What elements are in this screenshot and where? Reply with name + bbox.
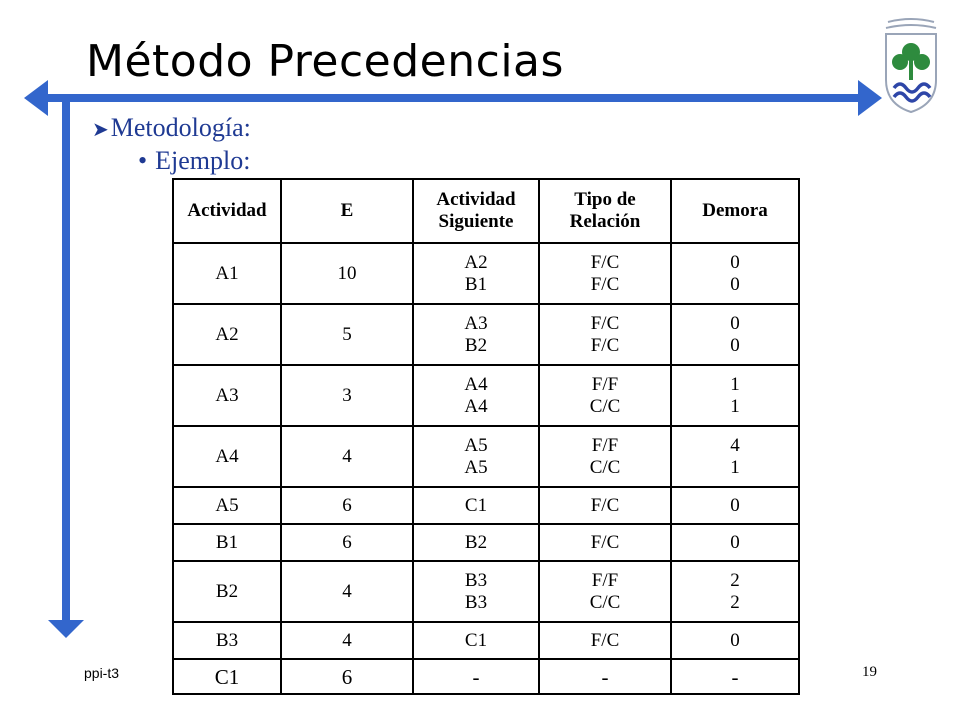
- right-arrow-icon: [858, 80, 882, 116]
- dot-bullet-icon: •: [138, 146, 148, 175]
- cell-demora: 0 0: [671, 304, 799, 365]
- cell-demora: 0: [671, 524, 799, 561]
- cell-demora: 0 0: [671, 243, 799, 304]
- cell-tipo-relacion: F/F C/C: [539, 426, 671, 487]
- cell-e: 3: [281, 365, 413, 426]
- cell-actividad: A3: [173, 365, 281, 426]
- cell-actividad-siguiente: B2: [413, 524, 539, 561]
- cell-actividad-siguiente: -: [413, 659, 539, 694]
- slide-title: Método Precedencias: [86, 36, 564, 87]
- cell-demora: 2 2: [671, 561, 799, 622]
- cell-actividad-siguiente: A2 B1: [413, 243, 539, 304]
- precedence-table: [172, 178, 800, 695]
- cell-e: 4: [281, 426, 413, 487]
- cell-actividad: A5: [173, 487, 281, 524]
- cell-e: 6: [281, 487, 413, 524]
- cell-e: 6: [281, 524, 413, 561]
- cell-actividad-siguiente: C1: [413, 622, 539, 659]
- table-row: [173, 622, 799, 659]
- cell-e: 10: [281, 243, 413, 304]
- table-row: [173, 659, 799, 694]
- cell-e: 4: [281, 561, 413, 622]
- header-actividad-siguiente: Actividad Siguiente: [413, 179, 539, 243]
- header-tipo-relacion: Tipo de Relación: [539, 179, 671, 243]
- cell-demora: 4 1: [671, 426, 799, 487]
- cell-demora: 0: [671, 487, 799, 524]
- table-row: [173, 243, 799, 304]
- cell-actividad-siguiente: A4 A4: [413, 365, 539, 426]
- cell-tipo-relacion: F/C: [539, 487, 671, 524]
- bullet-metodologia: [92, 113, 251, 143]
- cell-demora: 0: [671, 622, 799, 659]
- footer-label: ppi-t3: [84, 665, 120, 681]
- table-row: [173, 304, 799, 365]
- cell-actividad: C1: [173, 659, 281, 694]
- bullet-metodologia-label: Metodología:: [110, 113, 251, 142]
- table-row: [173, 561, 799, 622]
- table-header-row: [173, 179, 799, 243]
- cell-actividad-siguiente: A5 A5: [413, 426, 539, 487]
- cell-actividad: B1: [173, 524, 281, 561]
- cell-tipo-relacion: F/C: [539, 622, 671, 659]
- table-row: [173, 426, 799, 487]
- header-demora: Demora: [671, 179, 799, 243]
- header-actividad: Actividad: [173, 179, 281, 243]
- cell-tipo-relacion: -: [539, 659, 671, 694]
- cell-e: 6: [281, 659, 413, 694]
- cell-actividad-siguiente: B3 B3: [413, 561, 539, 622]
- cell-tipo-relacion: F/F C/C: [539, 561, 671, 622]
- bullet-ejemplo: [138, 146, 250, 176]
- table-row: [173, 487, 799, 524]
- cell-tipo-relacion: F/C: [539, 524, 671, 561]
- cell-actividad: A2: [173, 304, 281, 365]
- cell-e: 5: [281, 304, 413, 365]
- cell-actividad: A4: [173, 426, 281, 487]
- vertical-bar: [62, 98, 70, 622]
- table-row: [173, 524, 799, 561]
- cell-tipo-relacion: F/F C/C: [539, 365, 671, 426]
- bullet-ejemplo-label: Ejemplo:: [155, 146, 251, 175]
- cell-actividad-siguiente: C1: [413, 487, 539, 524]
- cell-actividad: A1: [173, 243, 281, 304]
- table-body: [173, 243, 799, 694]
- cell-tipo-relacion: F/C F/C: [539, 304, 671, 365]
- down-arrow-icon: [48, 620, 84, 638]
- left-arrow-icon: [24, 80, 48, 116]
- cell-actividad: B2: [173, 561, 281, 622]
- cell-demora: -: [671, 659, 799, 694]
- table-row: [173, 365, 799, 426]
- cell-demora: 1 1: [671, 365, 799, 426]
- header-e: E: [281, 179, 413, 243]
- arrow-bullet-icon: ➤: [92, 119, 109, 141]
- cell-tipo-relacion: F/C F/C: [539, 243, 671, 304]
- cell-e: 4: [281, 622, 413, 659]
- horizontal-bar: [44, 94, 864, 102]
- cell-actividad: B3: [173, 622, 281, 659]
- page-number: 19: [862, 664, 877, 680]
- cell-actividad-siguiente: A3 B2: [413, 304, 539, 365]
- crest-logo: [880, 18, 942, 114]
